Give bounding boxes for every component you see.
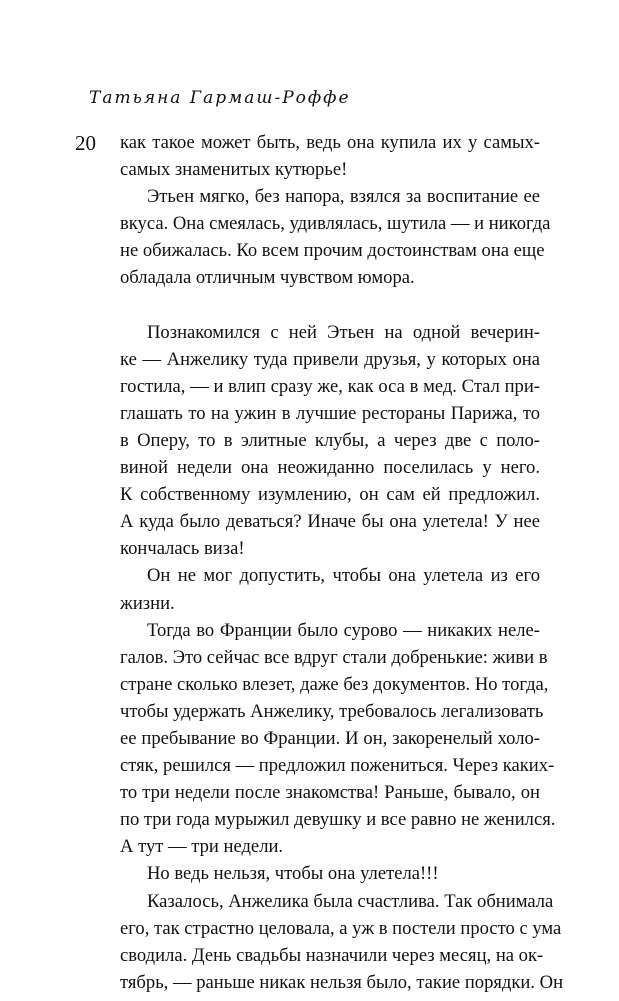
text-line: ке — Анжелику туда привели друзья, у которых она	[120, 348, 540, 370]
text-line: Казалось, Анжелика была счастлива. Так обнимала	[147, 890, 554, 912]
text-line: А куда было деваться? Иначе бы она улетела! У нее	[120, 511, 540, 533]
text-line: жизни.	[120, 592, 175, 614]
text-line: самых знаменитых кутюрье!	[120, 159, 348, 181]
text-line: стране сколько влезет, даже без документов. Но тогда,	[120, 673, 549, 695]
text-line: стяк, решился — предложил пожениться. Через каких-	[120, 755, 555, 777]
text-line: его, так страстно целовала, а уж в постели просто с ума	[120, 917, 562, 939]
text-line: Он не мог допустить, чтобы она улетела из его	[147, 565, 540, 587]
text-line: галов. Это сейчас все вдруг стали добренькие: живи в	[120, 646, 548, 668]
section-break	[120, 292, 540, 319]
body-text	[120, 129, 564, 996]
running-head: Татьяна Гармаш-Роффе	[89, 88, 351, 108]
text-line: по три года мурыжил девушку и все равно не женился.	[120, 809, 556, 831]
text-line: Познакомился с ней Этьен на одной вечерин-	[147, 321, 540, 343]
text-line: Этьен мягко, без напора, взялся за воспитание ее	[147, 186, 540, 208]
text-line: чтобы удержать Анжелику, требовалось легализовать	[120, 700, 544, 722]
text-line: виной недели она неожиданно поселилась у него.	[120, 457, 540, 479]
text-line: тябрь, — раньше никак нельзя было, такие порядки. Он	[120, 971, 564, 993]
text-line: Но ведь нельзя, чтобы она улетела!!!	[147, 863, 439, 885]
text-line: К собственному изумлению, он сам ей предложил.	[120, 484, 540, 506]
text-line: глашать то на ужин в лучшие рестораны Парижа, то	[120, 402, 540, 424]
text-line: в Оперу, то в элитные клубы, а через две с поло-	[120, 429, 540, 451]
text-line: кончалась виза!	[120, 538, 245, 560]
text-line: гостила, — и влип сразу же, как оса в мед. Стал при-	[120, 375, 540, 397]
page-number: 20	[75, 131, 96, 155]
text-line: обладала отличным чувством юмора.	[120, 267, 415, 289]
text-line: сводила. День свадьбы назначили через месяц, на ок-	[120, 944, 544, 966]
text-line: вкуса. Она смеялась, удивлялась, шутила — и никогда	[120, 213, 551, 235]
text-line: ее пребывание во Франции. И он, закоренелый холо-	[120, 727, 540, 749]
text-line: то три недели после знакомства! Раньше, бывало, он	[120, 782, 540, 804]
text-line: как такое может быть, ведь она купила их у самых-	[120, 132, 540, 153]
text-line: А тут — три недели.	[120, 836, 284, 858]
text-line: Тогда во Франции было сурово — никаких неле-	[147, 619, 540, 641]
text-line: не обижалась. Ко всем прочим достоинствам она еще	[120, 240, 545, 262]
